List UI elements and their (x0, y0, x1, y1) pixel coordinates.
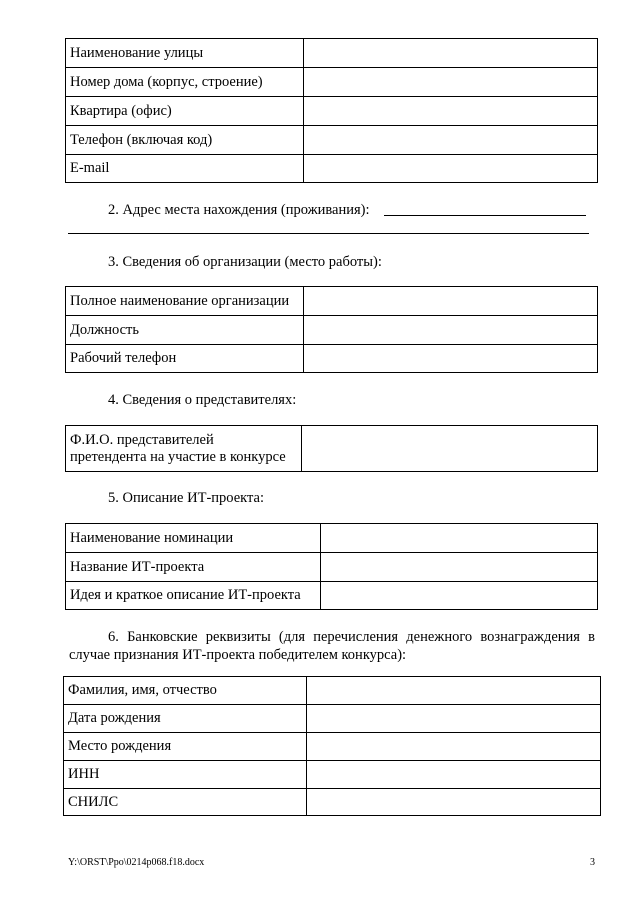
nomination-label: Наименование номинации (66, 524, 321, 553)
street-name-label: Наименование улицы (66, 39, 304, 68)
birth-place-label: Место рождения (64, 733, 307, 761)
table-row (66, 582, 598, 610)
table-row (64, 789, 601, 816)
email-label: E-mail (66, 155, 304, 183)
table-row (66, 39, 598, 68)
page-number: 3 (590, 857, 595, 868)
email-field[interactable] (304, 155, 598, 183)
inn-label: ИНН (64, 761, 307, 789)
project-table (65, 523, 598, 610)
position-field[interactable] (304, 316, 598, 345)
table-row (66, 426, 598, 472)
project-idea-label: Идея и краткое описание ИТ-проекта (66, 582, 321, 610)
location-address-line-1[interactable] (384, 215, 586, 216)
representatives-field[interactable] (302, 426, 598, 472)
project-idea-field[interactable] (321, 582, 598, 610)
representatives-label-line-2: претендента на участие в конкурсе (70, 448, 286, 465)
snils-label: СНИЛС (64, 789, 307, 816)
representatives-label (66, 426, 302, 472)
table-row (66, 155, 598, 183)
table-row (66, 524, 598, 553)
position-label: Должность (66, 316, 304, 345)
section-5-label: 5. Описание ИТ-проекта: (108, 490, 264, 506)
work-phone-label: Рабочий телефон (66, 345, 304, 373)
section-3-label: 3. Сведения об организации (место работы): (108, 254, 382, 270)
section-2-label: 2. Адрес места нахождения (проживания): (108, 202, 370, 218)
phone-field[interactable] (304, 126, 598, 155)
inn-field[interactable] (307, 761, 601, 789)
representatives-table (65, 425, 598, 472)
organization-table (65, 286, 598, 373)
full-name-label: Фамилия, имя, отчество (64, 677, 307, 705)
table-row (64, 733, 601, 761)
apartment-field[interactable] (304, 97, 598, 126)
table-row (66, 97, 598, 126)
address-table (65, 38, 598, 183)
section-4-label: 4. Сведения о представителях: (108, 392, 297, 408)
project-title-field[interactable] (321, 553, 598, 582)
table-row (66, 126, 598, 155)
table-row (66, 553, 598, 582)
section-6-label: 6. Банковские реквизиты (для перечисления денежного вознаграждения в случае признания ИТ-проекта победителем конкурса): (69, 629, 595, 663)
bank-details-table (63, 676, 601, 816)
table-row (64, 761, 601, 789)
table-row (66, 68, 598, 97)
org-full-name-field[interactable] (304, 287, 598, 316)
table-row (66, 316, 598, 345)
birth-date-field[interactable] (307, 705, 601, 733)
full-name-field[interactable] (307, 677, 601, 705)
project-title-label: Название ИТ-проекта (66, 553, 321, 582)
representatives-label-line-1: Ф.И.О. представителей (70, 431, 214, 448)
house-number-field[interactable] (304, 68, 598, 97)
house-number-label: Номер дома (корпус, строение) (66, 68, 304, 97)
table-row (66, 287, 598, 316)
table-row (64, 677, 601, 705)
phone-label: Телефон (включая код) (66, 126, 304, 155)
footer-file-path: Y:\ORST\Ppo\0214p068.f18.docx (68, 857, 205, 868)
table-row (64, 705, 601, 733)
nomination-field[interactable] (321, 524, 598, 553)
table-row (66, 345, 598, 373)
birth-date-label: Дата рождения (64, 705, 307, 733)
work-phone-field[interactable] (304, 345, 598, 373)
birth-place-field[interactable] (307, 733, 601, 761)
org-full-name-label: Полное наименование организации (66, 287, 304, 316)
apartment-label: Квартира (офис) (66, 97, 304, 126)
street-name-field[interactable] (304, 39, 598, 68)
location-address-line-2[interactable] (68, 233, 589, 234)
snils-field[interactable] (307, 789, 601, 816)
